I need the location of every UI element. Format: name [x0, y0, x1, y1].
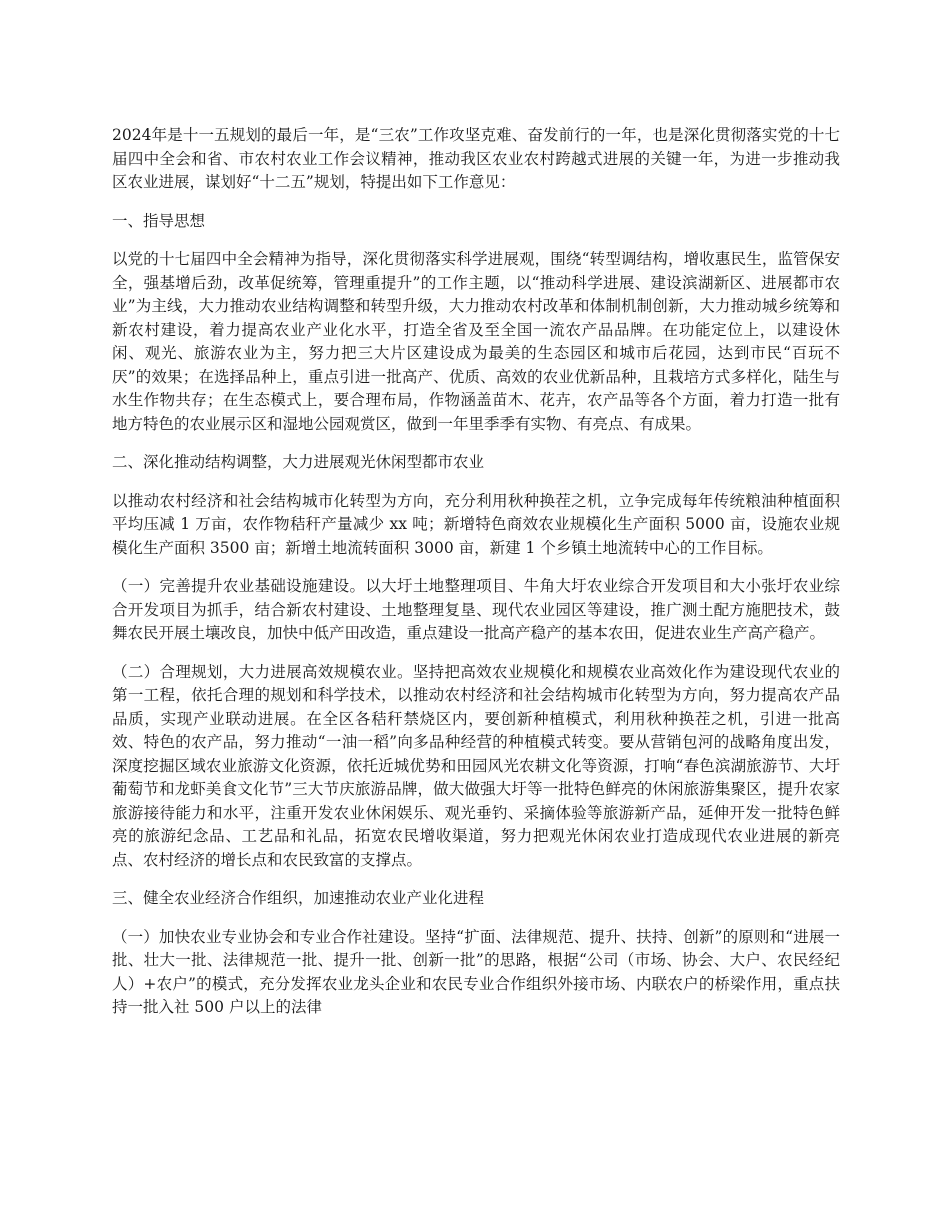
efficient-agriculture-paragraph: （二）合理规划，大力进展高效规模农业。坚持把高效农业规模化和规模农业高效化作为建设现代农业的第一工程，依托合理的规划和科学技术，以推动农村经济和社会结构城市化转型为方向，努力提高农产品品质，实现产业联动进展。在全区各秸秆禁烧区内，要创新种植模式，利用秋种换茬之机，引进一批高效、特色的农产品，努力推动“一油一稻”向多品种经营的种植模式转变。要从营销包河的战略角度出发，深度挖掘区域农业旅游文化资源，依托近城优势和田园风光农耕文化等资源，打响“春色滨湖旅游节、大圩葡萄节和龙虾美食文化节”三大节庆旅游品牌，做大做强大圩等一批特色鲜亮的休闲旅游集聚区，提升农家旅游接待能力和水平，注重开发农业休闲娱乐、观光垂钓、采摘体验等旅游新产品，延伸开发一批特色鲜亮的旅游纪念品、工艺品和礼品，拓宽农民增收渠道，努力把观光休闲农业打造成现代农业进展的新亮点、农村经济的增长点和农民致富的支撑点。	[112, 662, 840, 869]
section-heading-3: 三、健全农业经济合作组织，加速推动农业产业化进程	[112, 889, 485, 907]
structure-adjustment-paragraph: 以推动农村经济和社会结构城市化转型为方向，充分利用秋种换茬之机，立争完成每年传统粮油种植面积平均压减 1 万亩，农作物秸秆产量减少 xx 吨；新增特色商效农业规模化生产面积 5000 亩，设施农业规模化生产面积 3500 亩；新增土地流转面积 3000 亩，新建 1 个乡镇土地流转中心的工作目标。	[112, 491, 840, 557]
document-body	[112, 124, 840, 1035]
guiding-thought-paragraph: 以党的十七届四中全会精神为指导，深化贯彻落实科学进展观，围绕“转型调结构，增收惠民生，监管保安全，强基增后劲，改革促统筹，管理重提升”的工作主题，以“推动科学进展、建设滨湖新区、进展都市农业”为主线，大力推动农业结构调整和转型升级，大力推动农村改革和体制机制创新，大力推动城乡统筹和新农村建设，着力提高农业产业化水平，打造全省及至全国一流农产品品牌。在功能定位上，以建设休闲、观光、旅游农业为主，努力把三大片区建设成为最美的生态园区和城市后花园，达到市民“百玩不厌”的效果；在选择品种上，重点引进一批高产、优质、高效的农业优新品种，且栽培方式多样化，陆生与水生作物共存；在生态模式上，要合理布局，作物涵盖苗木、花卉，农产品等各个方面，着力打造一批有地方特色的农业展示区和湿地公园观赏区，做到一年里季季有实物、有亮点、有成果。	[112, 250, 840, 433]
intro-paragraph: 2024年是十一五规划的最后一年，是“三农”工作攻坚克难、奋发前行的一年，也是深化贯彻落实党的十七届四中全会和省、市农村农业工作会议精神，推动我区农业农村跨越式进展的关键一年，为进一步推动我区农业进展，谋划好“十二五”规划，特提出如下工作意见：	[112, 126, 840, 191]
section-heading-2: 二、深化推动结构调整，大力进展观光休闲型都市农业	[112, 453, 485, 471]
cooperatives-paragraph: （一）加快农业专业协会和专业合作社建设。坚持“扩面、法律规范、提升、扶持、创新”的原则和“进展一批、壮大一批、法律规范一批、提升一批、创新一批”的思路，根据“公司（市场、协会、大户、农民经纪人）+农户”的模式，充分发挥农业龙头企业和农民专业合作组织外接市场、内联农户的桥梁作用，重点扶持一批入社 500 户以上的法律	[112, 927, 840, 1016]
infrastructure-paragraph: （一）完善提升农业基础设施建设。以大圩土地整理项目、牛角大圩农业综合开发项目和大小张圩农业综合开发项目为抓手，结合新农村建设、土地整理复垦、现代农业园区等建设，推广测土配方施肥技术，鼓舞农民开展土壤改良，加快中低产田改造，重点建设一批高产稳产的基本农田，促进农业生产高产稳产。	[112, 577, 840, 642]
section-heading-1: 一、指导思想	[112, 211, 206, 230]
